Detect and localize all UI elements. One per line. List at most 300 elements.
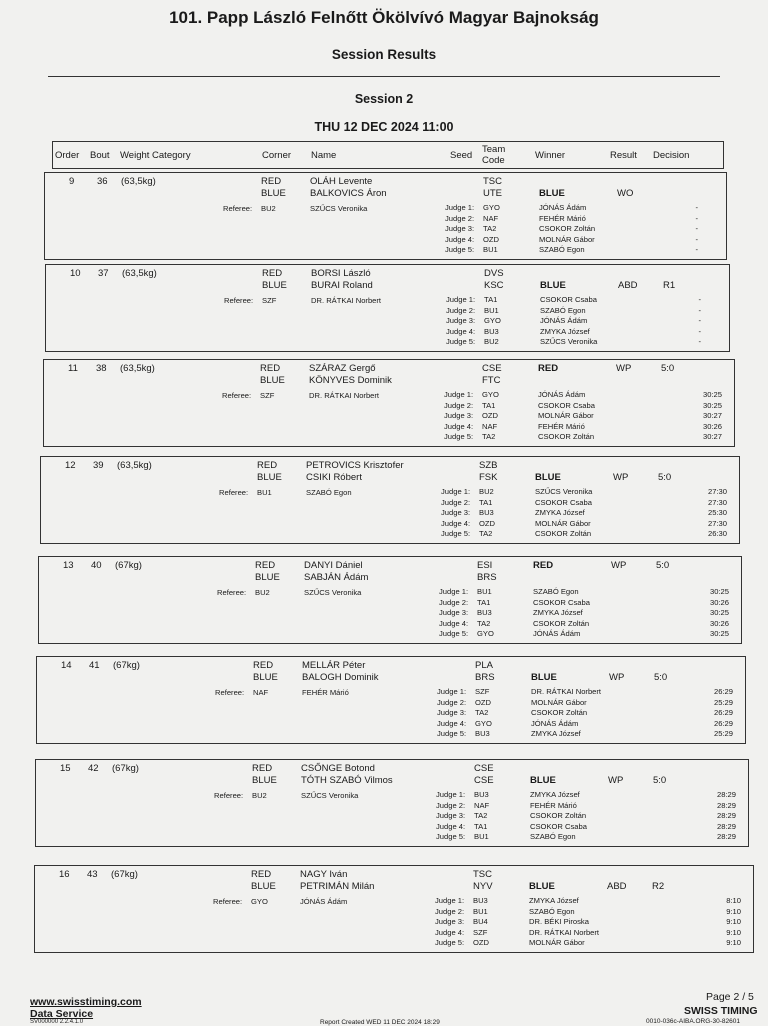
bout-order: 14	[61, 660, 72, 671]
corner-blue: BLUE	[252, 775, 277, 786]
judge-code: BU3	[475, 729, 490, 738]
judge-name: MOLNÁR Gábor	[539, 234, 595, 244]
red-team-code: DVS	[484, 268, 504, 279]
referee-name: DR. RÁTKAI Norbert	[311, 296, 382, 305]
blue-boxer-name: BALKOVICS Áron	[310, 188, 387, 199]
judge-label: Judge 2:	[444, 400, 474, 410]
judge-name: CSOKOR Zoltán	[530, 811, 587, 820]
footer-data-service: Data Service	[30, 1008, 94, 1020]
blue-team-code: KSC	[484, 280, 504, 291]
corner-red: RED	[255, 560, 276, 571]
judge-name: SZABÓ Egon	[540, 305, 586, 315]
judge-name: DR. RÁTKAI Norbert	[529, 927, 600, 937]
result: ABD	[618, 280, 638, 291]
judge-score: 30:25	[702, 400, 722, 410]
judge-score: 28:29	[716, 811, 736, 820]
judge-score: -	[698, 295, 701, 304]
blue-boxer-name: BURAI Roland	[311, 280, 373, 291]
judge-score: 27:30	[707, 487, 727, 496]
blue-team-code: NYV	[473, 881, 493, 892]
bout-order: 10	[70, 268, 81, 279]
judge-score: 26:29	[713, 687, 733, 696]
judge-code: GYO	[482, 390, 499, 399]
judge-label: Judge 1:	[446, 295, 476, 304]
session-label: Session 2	[354, 92, 414, 106]
judge-label: Judge 3:	[441, 508, 471, 517]
judge-code: BU2	[479, 487, 494, 496]
judge-name: FEHÉR Márió	[539, 213, 586, 223]
judge-label: Judge 5:	[435, 938, 465, 947]
judge-code: BU3	[473, 896, 488, 905]
result: WP	[611, 560, 627, 571]
judge-label: Judge 2:	[439, 597, 469, 607]
bout-order: 11	[68, 363, 78, 374]
bout-number: 40	[91, 560, 102, 571]
judge-name: CSOKOR Zoltán	[533, 618, 590, 628]
judge-label: Judge 1:	[439, 587, 469, 596]
judge-score: 26:30	[707, 529, 727, 538]
judge-score: -	[698, 305, 701, 315]
weight-category: (63,5kg)	[122, 268, 157, 279]
judge-label: Judge 2:	[436, 800, 466, 810]
judge-label: Judge 3:	[446, 316, 476, 325]
judge-score: -	[695, 203, 698, 212]
judge-name: JÓNÁS Ádám	[531, 718, 579, 728]
judge-score: 9:10	[726, 938, 741, 947]
judge-score: 25:29	[713, 729, 733, 738]
judge-name: CSOKOR Zoltán	[531, 708, 588, 717]
judge-label: Judge 2:	[446, 305, 476, 315]
winner: BLUE	[535, 472, 561, 483]
judge-code: BU1	[477, 587, 492, 596]
corner-blue: BLUE	[261, 188, 286, 199]
blue-team-code: BRS	[475, 672, 495, 683]
judge-code: OZD	[473, 938, 490, 947]
red-team-code: PLA	[475, 660, 493, 671]
judge-name: CSOKOR Zoltán	[535, 529, 592, 538]
corner-blue: BLUE	[253, 672, 278, 683]
judge-name: MOLNÁR Gábor	[531, 697, 587, 707]
bout-number: 37	[98, 268, 109, 279]
judge-label: Judge 4:	[437, 718, 467, 728]
judge-name: SZABÓ Egon	[539, 245, 585, 254]
judge-name: CSOKOR Csaba	[538, 400, 595, 410]
bout-order: 16	[59, 869, 70, 880]
judge-score: -	[698, 316, 701, 325]
judge-name: SZŰCS Veronika	[540, 337, 598, 346]
judge-name: CSOKOR Csaba	[535, 497, 592, 507]
judge-score: 9:10	[726, 927, 741, 937]
referee-name: FEHÉR Márió	[302, 688, 349, 697]
blue-boxer-name: CSIKI Róbert	[306, 472, 362, 483]
decision: 5:0	[653, 775, 667, 786]
corner-blue: BLUE	[260, 375, 285, 386]
judge-code: GYO	[475, 718, 492, 728]
judge-code: BU2	[484, 337, 499, 346]
judge-label: Judge 1:	[441, 487, 471, 496]
judge-score: -	[695, 234, 698, 244]
weight-category: (63,5kg)	[121, 176, 156, 187]
blue-team-code: FTC	[482, 375, 501, 386]
judge-score: -	[698, 326, 701, 336]
referee-code: SZF	[260, 391, 275, 400]
bout-number: 39	[93, 460, 104, 471]
judge-score: 9:10	[726, 917, 741, 926]
red-team-code: TSC	[483, 176, 502, 187]
judge-code: OZD	[479, 518, 496, 528]
corner-red: RED	[262, 268, 283, 279]
corner-red: RED	[260, 363, 281, 374]
judge-code: BU3	[477, 608, 492, 617]
judge-score: -	[695, 213, 698, 223]
judge-name: DR. BÉKI Piroska	[529, 917, 589, 926]
judge-name: ZMYKA József	[530, 790, 580, 799]
red-team-code: CSE	[482, 363, 502, 374]
judge-label: Judge 5:	[444, 432, 474, 441]
result: ABD	[607, 881, 627, 892]
divider	[48, 76, 720, 77]
judge-name: ZMYKA József	[529, 896, 579, 905]
judge-code: BU1	[473, 906, 488, 916]
blue-boxer-name: SABJÁN Ádám	[304, 572, 369, 583]
footer-page-number: Page 2 / 5	[706, 991, 754, 1003]
decision: 5:0	[658, 472, 672, 483]
result: WP	[616, 363, 632, 374]
judge-score: 28:29	[716, 821, 736, 831]
judge-name: CSOKOR Csaba	[533, 597, 590, 607]
col-name: Name	[311, 150, 337, 161]
judge-code: BU1	[484, 305, 499, 315]
col-team-code	[482, 144, 505, 166]
judge-score: 27:30	[707, 497, 727, 507]
judge-name: SZABÓ Egon	[529, 906, 575, 916]
judge-score: 30:27	[702, 411, 722, 420]
referee-label: Referee:	[222, 391, 252, 400]
blue-boxer-name: BALOGH Dominik	[302, 672, 379, 683]
red-boxer-name: OLÁH Levente	[310, 176, 373, 187]
red-boxer-name: PETROVICS Krisztofer	[306, 460, 404, 471]
footer-website[interactable]: www.swisstiming.com	[30, 996, 142, 1008]
judge-code: NAF	[482, 421, 498, 431]
session-datetime: THU 12 DEC 2024 11:00	[314, 120, 454, 134]
judge-score: 27:30	[707, 518, 727, 528]
judge-name: CSOKOR Zoltán	[539, 224, 596, 233]
judge-label: Judge 3:	[444, 411, 474, 420]
referee-label: Referee:	[214, 791, 244, 800]
judge-label: Judge 1:	[444, 390, 474, 399]
judge-label: Judge 4:	[436, 821, 466, 831]
judge-code: SZF	[473, 927, 488, 937]
judge-code: BU4	[473, 917, 488, 926]
referee-code: BU2	[255, 588, 270, 597]
bout-block	[35, 759, 749, 847]
col-order: Order	[55, 150, 80, 161]
bout-number: 42	[88, 763, 99, 774]
judge-score: 26:29	[713, 718, 733, 728]
corner-red: RED	[257, 460, 278, 471]
decision: 5:0	[661, 363, 675, 374]
judge-name: FEHÉR Márió	[538, 421, 585, 431]
referee-label: Referee:	[223, 204, 253, 213]
judge-code: TA1	[474, 821, 488, 831]
bout-block	[38, 556, 742, 644]
bout-block	[36, 656, 746, 744]
judge-label: Judge 5:	[445, 245, 475, 254]
judge-name: ZMYKA József	[531, 729, 581, 738]
bout-block	[34, 865, 754, 953]
bout-number: 36	[97, 176, 108, 187]
judge-score: 28:29	[716, 790, 736, 799]
judge-name: MOLNÁR Gábor	[529, 938, 585, 947]
judge-name: JÓNÁS Ádám	[538, 390, 586, 399]
judge-name: ZMYKA József	[533, 608, 583, 617]
judge-name: SZABÓ Egon	[530, 832, 576, 841]
judge-code: TA1	[484, 295, 498, 304]
judge-code: NAF	[474, 800, 490, 810]
decision: R2	[652, 881, 665, 892]
judge-score: 30:25	[709, 629, 729, 638]
judge-label: Judge 3:	[435, 917, 465, 926]
judge-label: Judge 4:	[446, 326, 476, 336]
judge-code: BU1	[483, 245, 498, 254]
bout-order: 9	[69, 176, 75, 187]
judge-score: 30:25	[702, 390, 722, 399]
referee-label: Referee:	[219, 488, 249, 497]
judge-score: 30:26	[702, 421, 722, 431]
judge-code: OZD	[483, 234, 500, 244]
referee-name: SZŰCS Veronika	[304, 588, 362, 597]
judge-score: 30:26	[709, 618, 729, 628]
judge-name: ZMYKA József	[540, 326, 590, 336]
judge-name: CSOKOR Csaba	[540, 295, 597, 304]
judge-label: Judge 5:	[441, 529, 471, 538]
judge-label: Judge 3:	[437, 708, 467, 717]
blue-boxer-name: PETRIMÁN Milán	[300, 881, 375, 892]
referee-name: JÓNÁS Ádám	[300, 897, 348, 906]
judge-code: SZF	[475, 687, 490, 696]
referee-name: DR. RÁTKAI Norbert	[309, 391, 380, 400]
winner: BLUE	[529, 881, 555, 892]
bout-block	[45, 264, 730, 352]
bout-order: 13	[63, 560, 74, 571]
footer-doc-code: 0010-036c-AIBA.ORG-30-82601	[646, 1018, 740, 1025]
referee-name: SZABÓ Egon	[306, 488, 352, 497]
judge-score: -	[698, 337, 701, 346]
judge-name: MOLNÁR Gábor	[538, 411, 594, 420]
result: WO	[617, 188, 634, 199]
corner-red: RED	[253, 660, 274, 671]
judge-name: SZABÓ Egon	[533, 587, 579, 596]
weight-category: (63,5kg)	[117, 460, 152, 471]
winner: BLUE	[531, 672, 557, 683]
judge-label: Judge 2:	[437, 697, 467, 707]
judge-label: Judge 4:	[441, 518, 471, 528]
judge-code: BU3	[474, 790, 489, 799]
judge-label: Judge 2:	[441, 497, 471, 507]
judge-code: NAF	[483, 213, 499, 223]
referee-code: NAF	[253, 688, 269, 697]
judge-label: Judge 1:	[437, 687, 467, 696]
decision: 5:0	[654, 672, 668, 683]
judge-code: TA1	[479, 497, 493, 507]
weight-category: (67kg)	[115, 560, 142, 571]
judge-label: Judge 1:	[436, 790, 466, 799]
col-decision: Decision	[653, 150, 690, 161]
corner-blue: BLUE	[257, 472, 282, 483]
bout-order: 12	[65, 460, 76, 471]
blue-boxer-name: KÖNYVES Dominik	[309, 375, 392, 386]
winner: RED	[533, 560, 554, 571]
winner: BLUE	[539, 188, 565, 199]
bout-number: 38	[96, 363, 107, 374]
page-subtitle: Session Results	[331, 47, 437, 62]
judge-label: Judge 4:	[435, 927, 465, 937]
bout-block	[40, 456, 740, 544]
col-bout: Bout	[90, 150, 110, 161]
judge-label: Judge 3:	[436, 811, 466, 820]
judge-name: MOLNÁR Gábor	[535, 518, 591, 528]
col-team-code-line2: Code	[482, 155, 505, 166]
footer-brand: SWISS TIMING	[684, 1005, 758, 1017]
col-result: Result	[610, 150, 637, 161]
judge-code: TA2	[479, 529, 493, 538]
judge-label: Judge 1:	[445, 203, 475, 212]
winner: BLUE	[530, 775, 556, 786]
column-header-row	[52, 141, 724, 169]
judge-label: Judge 4:	[444, 421, 474, 431]
corner-red: RED	[252, 763, 273, 774]
blue-team-code: BRS	[477, 572, 497, 583]
col-winner: Winner	[535, 150, 566, 161]
referee-name: SZŰCS Veronika	[310, 204, 368, 213]
judge-name: JÓNÁS Ádám	[533, 629, 581, 638]
judge-code: GYO	[477, 629, 494, 638]
judge-label: Judge 5:	[437, 729, 467, 738]
judge-code: TA1	[477, 597, 491, 607]
red-boxer-name: CSŐNGE Botond	[301, 763, 375, 774]
judge-code: TA1	[482, 400, 496, 410]
judge-code: OZD	[475, 697, 492, 707]
weight-category: (67kg)	[111, 869, 138, 880]
referee-label: Referee:	[224, 296, 254, 305]
judge-label: Judge 3:	[445, 224, 475, 233]
judge-score: 25:30	[707, 508, 727, 517]
weight-category: (67kg)	[112, 763, 139, 774]
footer-version: SV000000 2.2.4.1.0	[30, 1019, 84, 1025]
referee-label: Referee:	[217, 588, 247, 597]
judge-label: Judge 5:	[436, 832, 466, 841]
bout-order: 15	[60, 763, 71, 774]
judge-score: -	[695, 245, 698, 254]
footer-report-created: Report Created WED 11 DEC 2024 18:29	[320, 1019, 440, 1026]
referee-label: Referee:	[215, 688, 245, 697]
judge-code: GYO	[484, 316, 501, 325]
judge-code: TA2	[483, 224, 497, 233]
corner-blue: BLUE	[251, 881, 276, 892]
referee-code: BU2	[252, 791, 267, 800]
judge-score: 26:29	[713, 708, 733, 717]
judge-code: BU3	[479, 508, 494, 517]
bout-number: 41	[89, 660, 100, 671]
blue-team-code: UTE	[483, 188, 502, 199]
red-boxer-name: SZÁRAZ Gergő	[309, 363, 376, 374]
red-team-code: TSC	[473, 869, 492, 880]
referee-code: SZF	[262, 296, 277, 305]
weight-category: (63,5kg)	[120, 363, 155, 374]
referee-label: Referee:	[213, 897, 243, 906]
judge-label: Judge 5:	[439, 629, 469, 638]
judge-label: Judge 4:	[445, 234, 475, 244]
red-team-code: ESI	[477, 560, 493, 571]
judge-score: 25:29	[713, 697, 733, 707]
result: WP	[609, 672, 625, 683]
judge-code: TA2	[482, 432, 496, 441]
page-title: 101. Papp László Felnőtt Ökölvívó Magyar Bajnokság	[169, 8, 599, 27]
judge-code: BU1	[474, 832, 489, 841]
referee-name: SZŰCS Veronika	[301, 791, 359, 800]
referee-code: BU2	[261, 204, 276, 213]
judge-label: Judge 2:	[435, 906, 465, 916]
blue-boxer-name: TÓTH SZABÓ Vilmos	[301, 775, 393, 786]
judge-name: CSOKOR Zoltán	[538, 432, 595, 441]
winner: BLUE	[540, 280, 566, 291]
judge-name: JÓNÁS Ádám	[540, 316, 588, 325]
judge-score: 8:10	[726, 896, 741, 905]
corner-blue: BLUE	[255, 572, 280, 583]
col-corner: Corner	[262, 150, 292, 161]
bout-number: 43	[87, 869, 98, 880]
judge-label: Judge 4:	[439, 618, 469, 628]
judge-name: FEHÉR Márió	[530, 800, 577, 810]
judge-label: Judge 3:	[439, 608, 469, 617]
judge-score: 30:25	[709, 608, 729, 617]
corner-blue: BLUE	[262, 280, 287, 291]
judge-score: 9:10	[726, 906, 741, 916]
judge-label: Judge 2:	[445, 213, 475, 223]
decision: 5:0	[656, 560, 670, 571]
weight-category: (67kg)	[113, 660, 140, 671]
blue-team-code: FSK	[479, 472, 498, 483]
red-team-code: CSE	[474, 763, 494, 774]
red-boxer-name: DANYI Dániel	[304, 560, 363, 571]
col-weight: Weight Category	[120, 150, 191, 161]
judge-code: TA2	[477, 618, 491, 628]
judge-score: 30:26	[709, 597, 729, 607]
bout-block	[44, 172, 727, 260]
col-seed: Seed	[450, 150, 473, 161]
referee-code: GYO	[251, 897, 268, 906]
referee-code: BU1	[257, 488, 272, 497]
judge-name: SZŰCS Veronika	[535, 487, 593, 496]
judge-label: Judge 5:	[446, 337, 476, 346]
judge-code: BU3	[484, 326, 499, 336]
red-boxer-name: MELLÁR Péter	[302, 660, 366, 671]
judge-code: OZD	[482, 411, 499, 420]
bout-block	[43, 359, 735, 447]
red-boxer-name: NAGY Iván	[300, 869, 348, 880]
red-boxer-name: BORSI László	[311, 268, 371, 279]
judge-score: 30:25	[709, 587, 729, 596]
judge-label: Judge 1:	[435, 896, 465, 905]
corner-red: RED	[251, 869, 272, 880]
judge-score: -	[695, 224, 698, 233]
blue-team-code: CSE	[474, 775, 494, 786]
judge-score: 28:29	[716, 832, 736, 841]
judge-name: DR. RÁTKAI Norbert	[531, 687, 602, 696]
judge-code: GYO	[483, 203, 500, 212]
red-team-code: SZB	[479, 460, 498, 471]
judge-code: TA2	[475, 708, 489, 717]
